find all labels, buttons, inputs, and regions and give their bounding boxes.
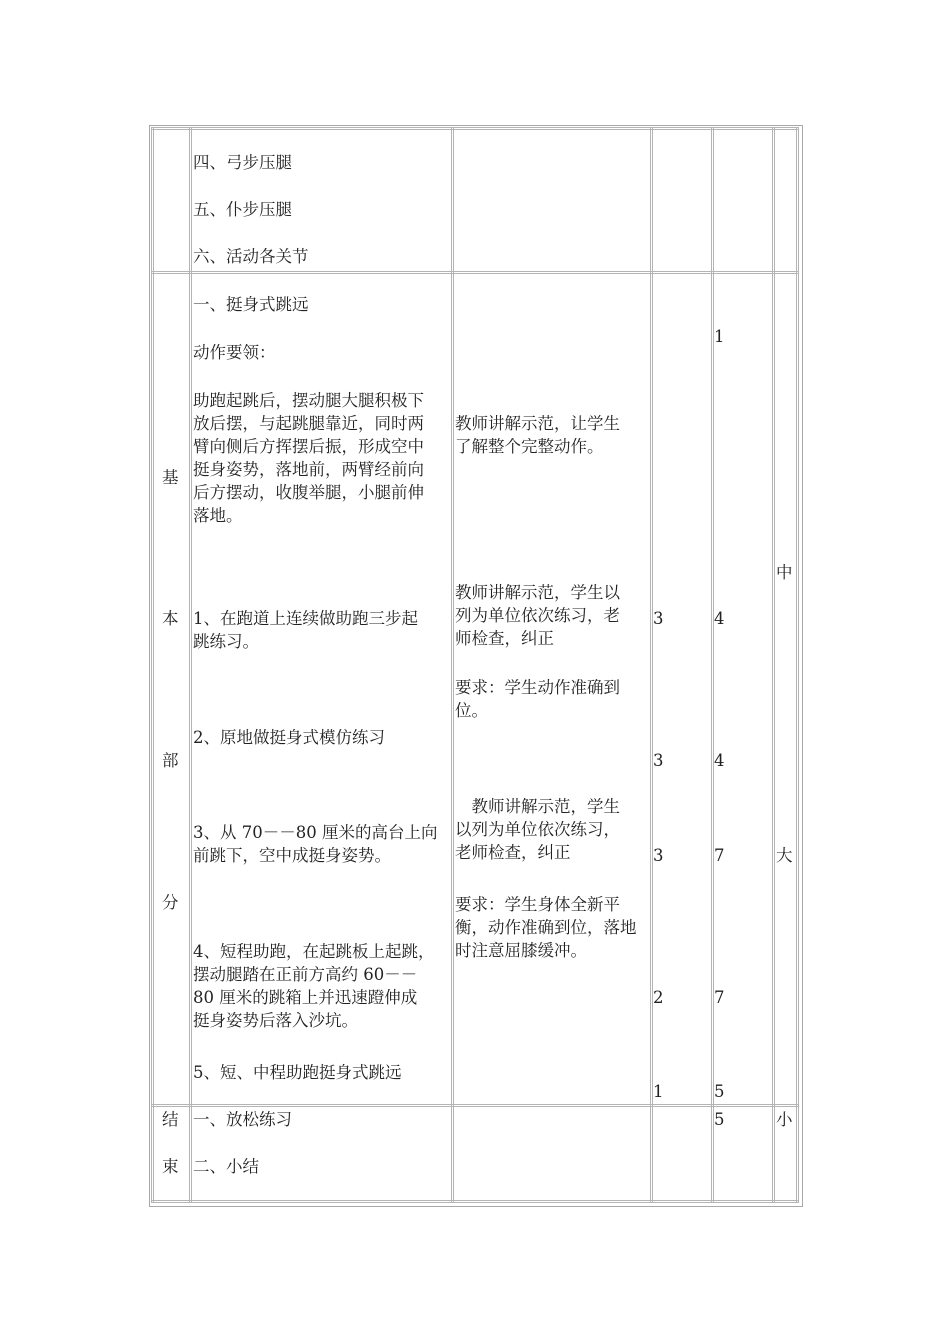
practice-step: 3、从 70－－80 厘米的高台上向 xyxy=(193,823,438,842)
prep-item: 六、活动各关节 xyxy=(193,247,309,266)
teaching-method: 教师讲解示范，让学生 xyxy=(455,414,620,433)
requirement: 要求：学生动作准确到 xyxy=(455,678,620,697)
basic-title: 一、挺身式跳远 xyxy=(193,295,309,314)
row-divider-ending xyxy=(151,1104,799,1107)
col-divider-time xyxy=(711,127,714,1203)
section-label-char: 基 xyxy=(162,468,179,487)
col-divider-left xyxy=(151,127,154,1203)
section-label-char: 束 xyxy=(162,1157,179,1176)
practice-time: 7 xyxy=(714,988,725,1007)
practice-step: 4、短程助跑，在起跳板上起跳， xyxy=(193,942,435,961)
practice-count: 3 xyxy=(653,609,664,628)
row-divider-basic xyxy=(151,271,799,274)
col-divider-content xyxy=(189,127,192,1203)
practice-count: 3 xyxy=(653,846,664,865)
teaching-method: 老师检查，纠正 xyxy=(455,843,571,862)
essentials-label: 动作要领： xyxy=(193,343,276,362)
prep-item: 五、仆步压腿 xyxy=(193,200,292,219)
section-label-char: 部 xyxy=(162,751,179,770)
table-frame xyxy=(149,125,803,1207)
intensity-level: 中 xyxy=(776,563,793,582)
practice-step: 挺身姿势后落入沙坑。 xyxy=(193,1011,358,1030)
teaching-method: 了解整个完整动作。 xyxy=(455,437,604,456)
section-label-char: 本 xyxy=(162,609,179,628)
ending-intensity: 小 xyxy=(776,1110,793,1129)
ending-item: 二、小结 xyxy=(193,1157,259,1176)
row-divider-bottom xyxy=(151,1200,799,1203)
teaching-method: 师检查，纠正 xyxy=(455,629,554,648)
section-label-char: 分 xyxy=(162,893,179,912)
practice-step: 跳练习。 xyxy=(193,632,259,651)
essentials-line: 臂向侧后方挥摆后振，形成空中 xyxy=(193,437,424,456)
col-divider-count xyxy=(650,127,653,1203)
col-divider-right xyxy=(796,127,799,1203)
practice-time: 5 xyxy=(714,1082,725,1101)
teaching-method: 列为单位依次练习，老 xyxy=(455,606,620,625)
section-label-char: 结 xyxy=(162,1110,179,1129)
practice-time: 1 xyxy=(714,327,725,346)
requirement: 衡，动作准确到位，落地 xyxy=(455,918,637,937)
practice-count: 2 xyxy=(653,988,664,1007)
practice-step: 摆动腿踏在正前方高约 60－－ xyxy=(193,965,418,984)
requirement: 位。 xyxy=(455,701,488,720)
practice-step: 80 厘米的跳箱上并迅速蹬伸成 xyxy=(193,988,418,1007)
ending-time: 5 xyxy=(714,1110,725,1129)
practice-step: 前跳下，空中成挺身姿势。 xyxy=(193,846,391,865)
essentials-line: 挺身姿势，落地前，两臂经前向 xyxy=(193,460,424,479)
requirement: 要求：学生身体全新平 xyxy=(455,895,620,914)
practice-time: 4 xyxy=(714,751,725,770)
col-divider-intensity xyxy=(772,127,775,1203)
row-divider-top xyxy=(151,127,799,130)
essentials-line: 落地。 xyxy=(193,506,243,525)
teaching-method: 以列为单位依次练习， xyxy=(455,820,620,839)
intensity-level: 大 xyxy=(776,846,793,865)
practice-step: 2、原地做挺身式模仿练习 xyxy=(193,728,385,747)
essentials-line: 放后摆，与起跳腿靠近，同时两 xyxy=(193,414,424,433)
teaching-method: 教师讲解示范，学生 xyxy=(455,797,620,816)
prep-item: 四、弓步压腿 xyxy=(193,153,292,172)
practice-step: 1、在跑道上连续做助跑三步起 xyxy=(193,609,418,628)
ending-item: 一、放松练习 xyxy=(193,1110,292,1129)
practice-count: 3 xyxy=(653,751,664,770)
practice-count: 1 xyxy=(653,1082,664,1101)
teaching-method: 教师讲解示范，学生以 xyxy=(455,583,620,602)
col-divider-method xyxy=(451,127,454,1203)
practice-time: 7 xyxy=(714,846,725,865)
requirement: 时注意屈膝缓冲。 xyxy=(455,941,587,960)
essentials-line: 助跑起跳后，摆动腿大腿积极下 xyxy=(193,391,424,410)
essentials-line: 后方摆动，收腹举腿，小腿前伸 xyxy=(193,483,424,502)
practice-step: 5、短、中程助跑挺身式跳远 xyxy=(193,1063,402,1082)
practice-time: 4 xyxy=(714,609,725,628)
